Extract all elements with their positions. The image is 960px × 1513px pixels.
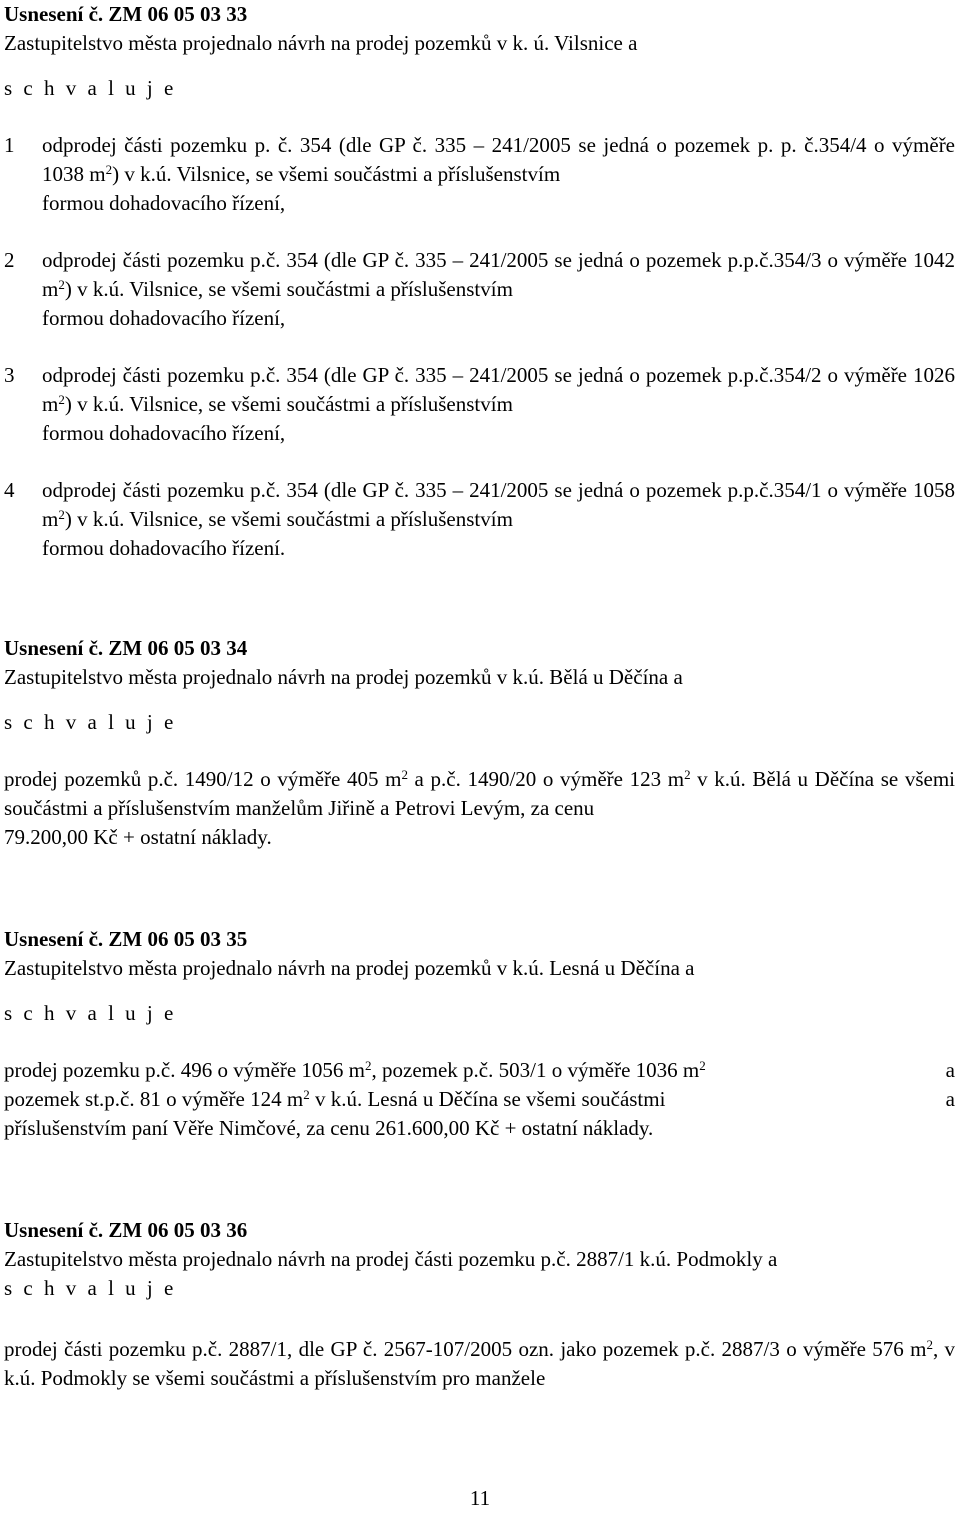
resolution-heading: Usnesení č. ZM 06 05 03 35 [4, 927, 248, 951]
resolution-item: 3 odprodej části pozemku p.č. 354 (dle GP č. 335 – 241/2005 se jedná o pozemek p.p.č.354/2 o výměře 1026 $m^2$) v k.ú. Vilsnice, se všemi součástmi a příslušenstvím formou dohadovacího řízení, [4, 363, 955, 445]
resolution-line: prodej pozemku p.č. 496 o výměře 1056 $m^2$, pozemek p.č. 503/1 o výměře 1036 $m^2$ a [4, 1058, 955, 1082]
resolution-36 [4, 1216, 955, 1393]
resolution-33 [4, 0, 955, 563]
item-number: 1 [4, 133, 15, 157]
approves-label: s c h v a l u j e [4, 1276, 177, 1300]
resolution-intro: Zastupitelstvo města projednalo návrh na prodej pozemků v k. ú. Vilsnice a [4, 31, 638, 55]
resolution-34: Usnesení č. ZM 06 05 03 34 Zastupitelstvo města projednalo návrh na prodej pozemků v k.ú. Bělá u Děčína a s c h v a l u j e prodej pozemků p.č. 1490/12 o výměře 405 $m^2$ a p.č. 1490/20 o výměře 123 $m^2$ v k.ú. Bělá u Děčína se všemi součástmi a příslušenstvím manželům Jiřině a Petrovi Levým, za cenu 79.200,00 Kč + ostatní náklady. [4, 636, 956, 849]
resolution-item: 2 odprodej části pozemku p.č. 354 (dle GP č. 335 – 241/2005 se jedná o pozemek p.p.č.354/3 o výměře 1042 $m^2$) v k.ú. Vilsnice, se všemi součástmi a příslušenstvím formou dohadovacího řízení, [4, 248, 955, 330]
item-number: 2 [4, 248, 15, 272]
item-text: odprodej části pozemku p. č. 354 (dle GP č. 335 – 241/2005 se jedná o pozemek p. p. č.354/4 o výměře 1038 $m^2$) v k.ú. Vilsnice, se všemi součástmi a příslušenstvím [42, 133, 956, 186]
resolution-text: prodej pozemků p.č. 1490/12 o výměře 405 $m^2$ a p.č. 1490/20 o výměře 123 $m^2$ v k.ú. Bělá u Děčína se všemi součástmi a příslušenstvím manželům Jiřině a Petrovi Levým, za cenu [4, 767, 956, 820]
resolution-item: 4 odprodej části pozemku p.č. 354 (dle GP č. 335 – 241/2005 se jedná o pozemek p.p.č.354/1 o výměře 1058 $m^2$) v k.ú. Vilsnice, se všemi součástmi a příslušenstvím formou dohadovacího řízení. [4, 478, 955, 560]
resolution-intro: Zastupitelstvo města projednalo návrh na prodej pozemků v k.ú. Bělá u Děčína a [4, 665, 683, 689]
approves-label: s c h v a l u j e [4, 1001, 177, 1025]
item-number: 4 [4, 478, 15, 502]
resolution-line: pozemek st.p.č. 81 o výměře 124 $m^2$ v k.ú. Lesná u Děčína se všemi součástmi a [4, 1087, 955, 1111]
page-number: 11 [469, 1486, 491, 1510]
item-text: odprodej části pozemku p.č. 354 (dle GP č. 335 – 241/2005 se jedná o pozemek p.p.č.354/2 o výměře 1026 $m^2$) v k.ú. Vilsnice, se všemi součástmi a příslušenstvím [42, 363, 955, 416]
resolution-intro: Zastupitelstvo města projednalo návrh na prodej části pozemku p.č. 2887/1 k.ú. Podmokly a [4, 1247, 778, 1271]
item-text: odprodej části pozemku p.č. 354 (dle GP č. 335 – 241/2005 se jedná o pozemek p.p.č.354/1 o výměře 1058 $m^2$) v k.ú. Vilsnice, se všemi součástmi a příslušenstvím [42, 478, 955, 531]
resolution-heading: Usnesení č. ZM 06 05 03 36 [4, 1218, 248, 1242]
item-number: 3 [4, 363, 15, 387]
item-text: odprodej části pozemku p.č. 354 (dle GP č. 335 – 241/2005 se jedná o pozemek p.p.č.354/3 o výměře 1042 $m^2$) v k.ú. Vilsnice, se všemi součástmi a příslušenstvím [42, 248, 955, 301]
resolution-heading: Usnesení č. ZM 06 05 03 34 [4, 636, 248, 660]
approves-label: s c h v a l u j e [4, 76, 177, 100]
resolution-text: prodej části pozemku p.č. 2887/1, dle GP č. 2567-107/2005 ozn. jako pozemek p.č. 2887/3 o výměře 576 $m^2$, v k.ú. Podmokly se všemi součástmi a příslušenstvím pro manžele [4, 1337, 955, 1390]
approves-label: s c h v a l u j e [4, 710, 177, 734]
resolution-intro: Zastupitelstvo města projednalo návrh na prodej pozemků v k.ú. Lesná u Děčína a [4, 956, 695, 980]
resolution-heading: Usnesení č. ZM 06 05 03 33 [4, 2, 248, 26]
resolution-35 [4, 925, 955, 1143]
resolution-line: příslušenstvím paní Věře Nimčové, za cenu 261.600,00 Kč + ostatní náklady. [4, 1116, 654, 1140]
resolution-item: 1 odprodej části pozemku p. č. 354 (dle GP č. 335 – 241/2005 se jedná o pozemek p. p. č.354/4 o výměře 1038 $m^2$) v k.ú. Vilsnice, se všemi součástmi a příslušenstvím formou dohadovacího řízení, [4, 133, 956, 215]
